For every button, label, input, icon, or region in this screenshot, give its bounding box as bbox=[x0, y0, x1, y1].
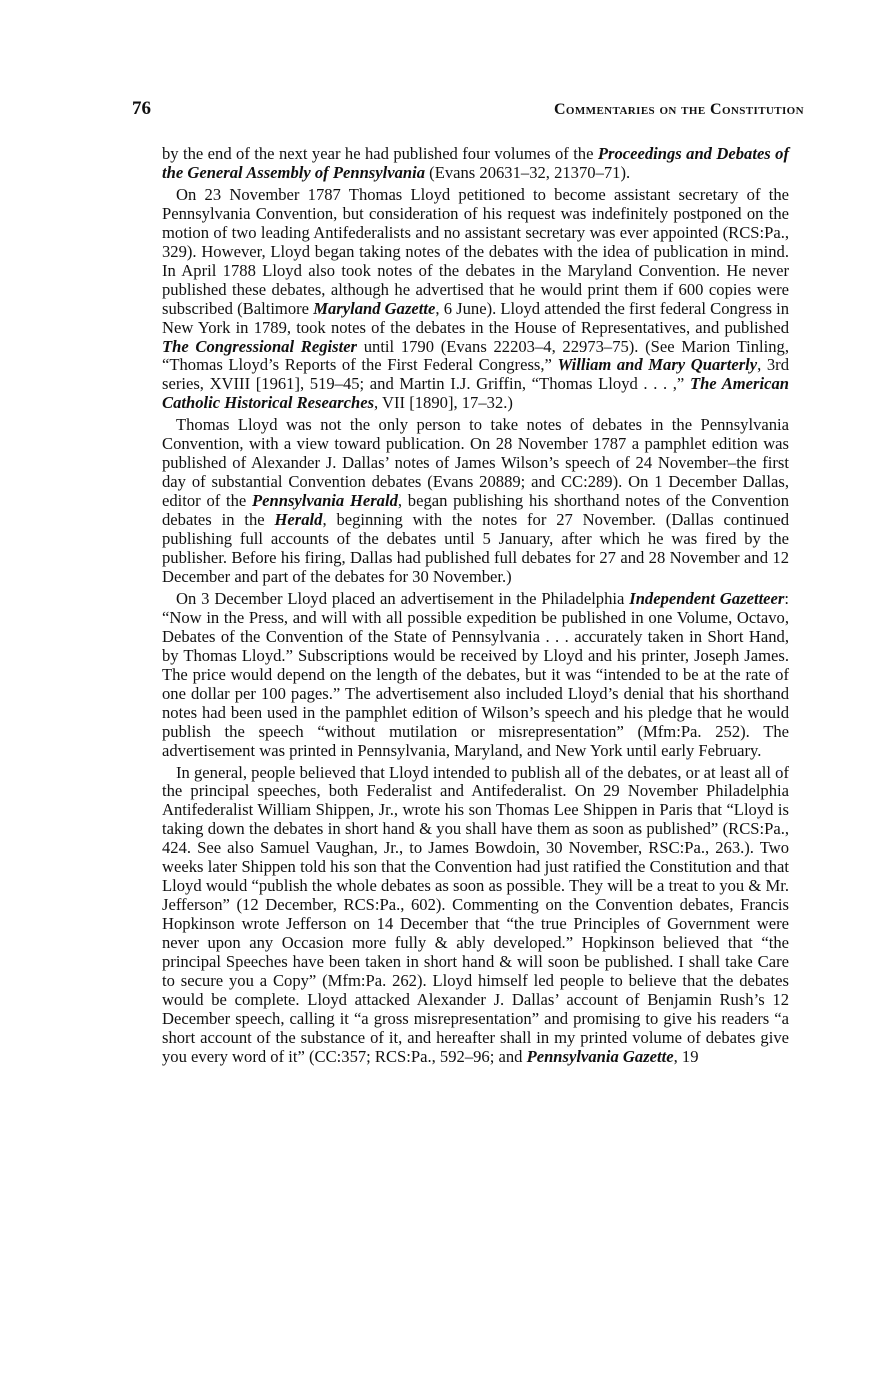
italic-title: Maryland Gazette bbox=[313, 298, 436, 318]
running-title: Commentaries on the Constitution bbox=[553, 101, 804, 118]
paragraph-1-continued: by the end of the next year he had published four volumes of the Proceedings and Debates of the General Assembly of Pennsylvania (Evans 20631–32, 21370–71). bbox=[162, 144, 789, 182]
italic-title: The American Catholic Historical Researches bbox=[162, 374, 789, 413]
paragraph-4: On 3 December Lloyd placed an advertisement in the Philadelphia Independent Gazetteer: “Now in the Press, and will with all possible expedition be published in one Volume, Octavo, Debates of the Convention of the State of Pennsylvania . . . accurately taken in Short Hand, by Thomas Lloyd.” Subscriptions would be received by Lloyd and his printer, Joseph James. The price would depend on the length of the debates, but it was “intended to be at the rate of one dollar per 100 pages.” The advertisement also included Lloyd’s denial that his shorthand notes had been used in the pamphlet edition of Wilson’s speech and his pledge that he would publish the speech “without mutilation or misrepresentation” (Mfm:Pa. 252). The advertisement was printed in Pennsylvania, Maryland, and New York until early February. bbox=[162, 588, 789, 760]
italic-title: Proceedings and Debates of the General Assembly of Pennsylvania bbox=[162, 144, 789, 182]
running-head bbox=[132, 98, 804, 120]
body-text bbox=[162, 145, 789, 1067]
italic-title: William and Mary Quarterly bbox=[557, 355, 758, 375]
italic-title: Independent Gazetteer bbox=[629, 588, 785, 608]
paragraph-2: On 23 November 1787 Thomas Lloyd petitioned to become assistant secretary of the Pennsylvania Convention, but consideration of his request was indefinitely postponed on the motion of two leading Antifederalists and no assistant secretary was ever appointed (RCS:Pa., 329). However, Lloyd began taking notes of the debates with the idea of publication in mind. In April 1788 Lloyd also took notes of the debates in the Maryland Convention. He never published these debates, although he advertised that he would print them if 600 copies were subscribed (Baltimore Maryland Gazette, 6 June). Lloyd attended the first federal Congress in New York in 1789, took notes of the debates in the House of Representatives, and published The Congressional Register until 1790 (Evans 22203–4, 22973–75). (See Marion Tinling, “Thomas Lloyd’s Reports of the First Federal Congress,” William and Mary Quarterly, 3rd series, XVIII [1961], 519–45; and Martin I.J. Griffin, “Thomas Lloyd . . . ,” The American Catholic Historical Researches, VII [1890], 17–32.) bbox=[162, 184, 789, 413]
paragraph-3: Thomas Lloyd was not the only person to take notes of debates in the Pennsylvania Convention, with a view toward publication. On 28 November 1787 a pamphlet edition was published of Alexander J. Dallas’ notes of James Wilson’s speech of 24 November–the first day of substantial Convention debates (Evans 20889; and CC:289). On 1 December Dallas, editor of the Pennsylvania Herald, began publishing his shorthand notes of the Convention debates in the Herald, beginning with the notes for 27 November. (Dallas continued publishing full accounts of the debates until 5 January, after which he was fired by the publisher. Before his firing, Dallas had published full debates for 27 and 28 November and 12 December and part of the debates for 30 November.) bbox=[162, 415, 789, 586]
italic-title: Pennsylvania Herald bbox=[252, 491, 398, 511]
italic-title: Herald bbox=[274, 510, 323, 530]
paragraph-5: In general, people believed that Lloyd intended to publish all of the debates, or at least all of the principal speeches, both Federalist and Antifederalist. On 29 November Philadelphia Antifederalist William Shippen, Jr., wrote his son Thomas Lee Shippen in Paris that “Lloyd is taking down the debates in short hand & you shall have them as soon as published” (RCS:Pa., 424. See also Samuel Vaughan, Jr., to James Bowdoin, 30 November, RSC:Pa., 263.). Two weeks later Shippen told his son that the Convention had just ratified the Constitution and that Lloyd would “publish the whole debates as soon as possible. They will be a treat to you & Mr. Jefferson” (12 December, RCS:Pa., 602). Commenting on the Convention debates, Francis Hopkinson wrote Jefferson on 14 December that “the true Principles of Government were never upon any Occasion more fully & ably developed.” Hopkinson believed that “the principal Speeches have been taken in short hand & will soon be published. I shall take Care to secure you a Copy” (Mfm:Pa. 262). Lloyd himself led people to believe that the debates would be complete. Lloyd attacked Alexander J. Dallas’ account of Benjamin Rush’s 12 December speech, calling it “a gross misrepresentation” and promising to give his readers “a short account of the substance of it, and hereafter shall in my printed volume of debates give you every word of it” (CC:357; RCS:Pa., 592–96; and Pennsylvania Gazette, 19 bbox=[162, 762, 789, 1066]
page-number: 76 bbox=[132, 98, 151, 119]
italic-title: Pennsylvania Gazette bbox=[526, 1046, 674, 1066]
italic-title: The Congressional Register bbox=[162, 336, 358, 356]
